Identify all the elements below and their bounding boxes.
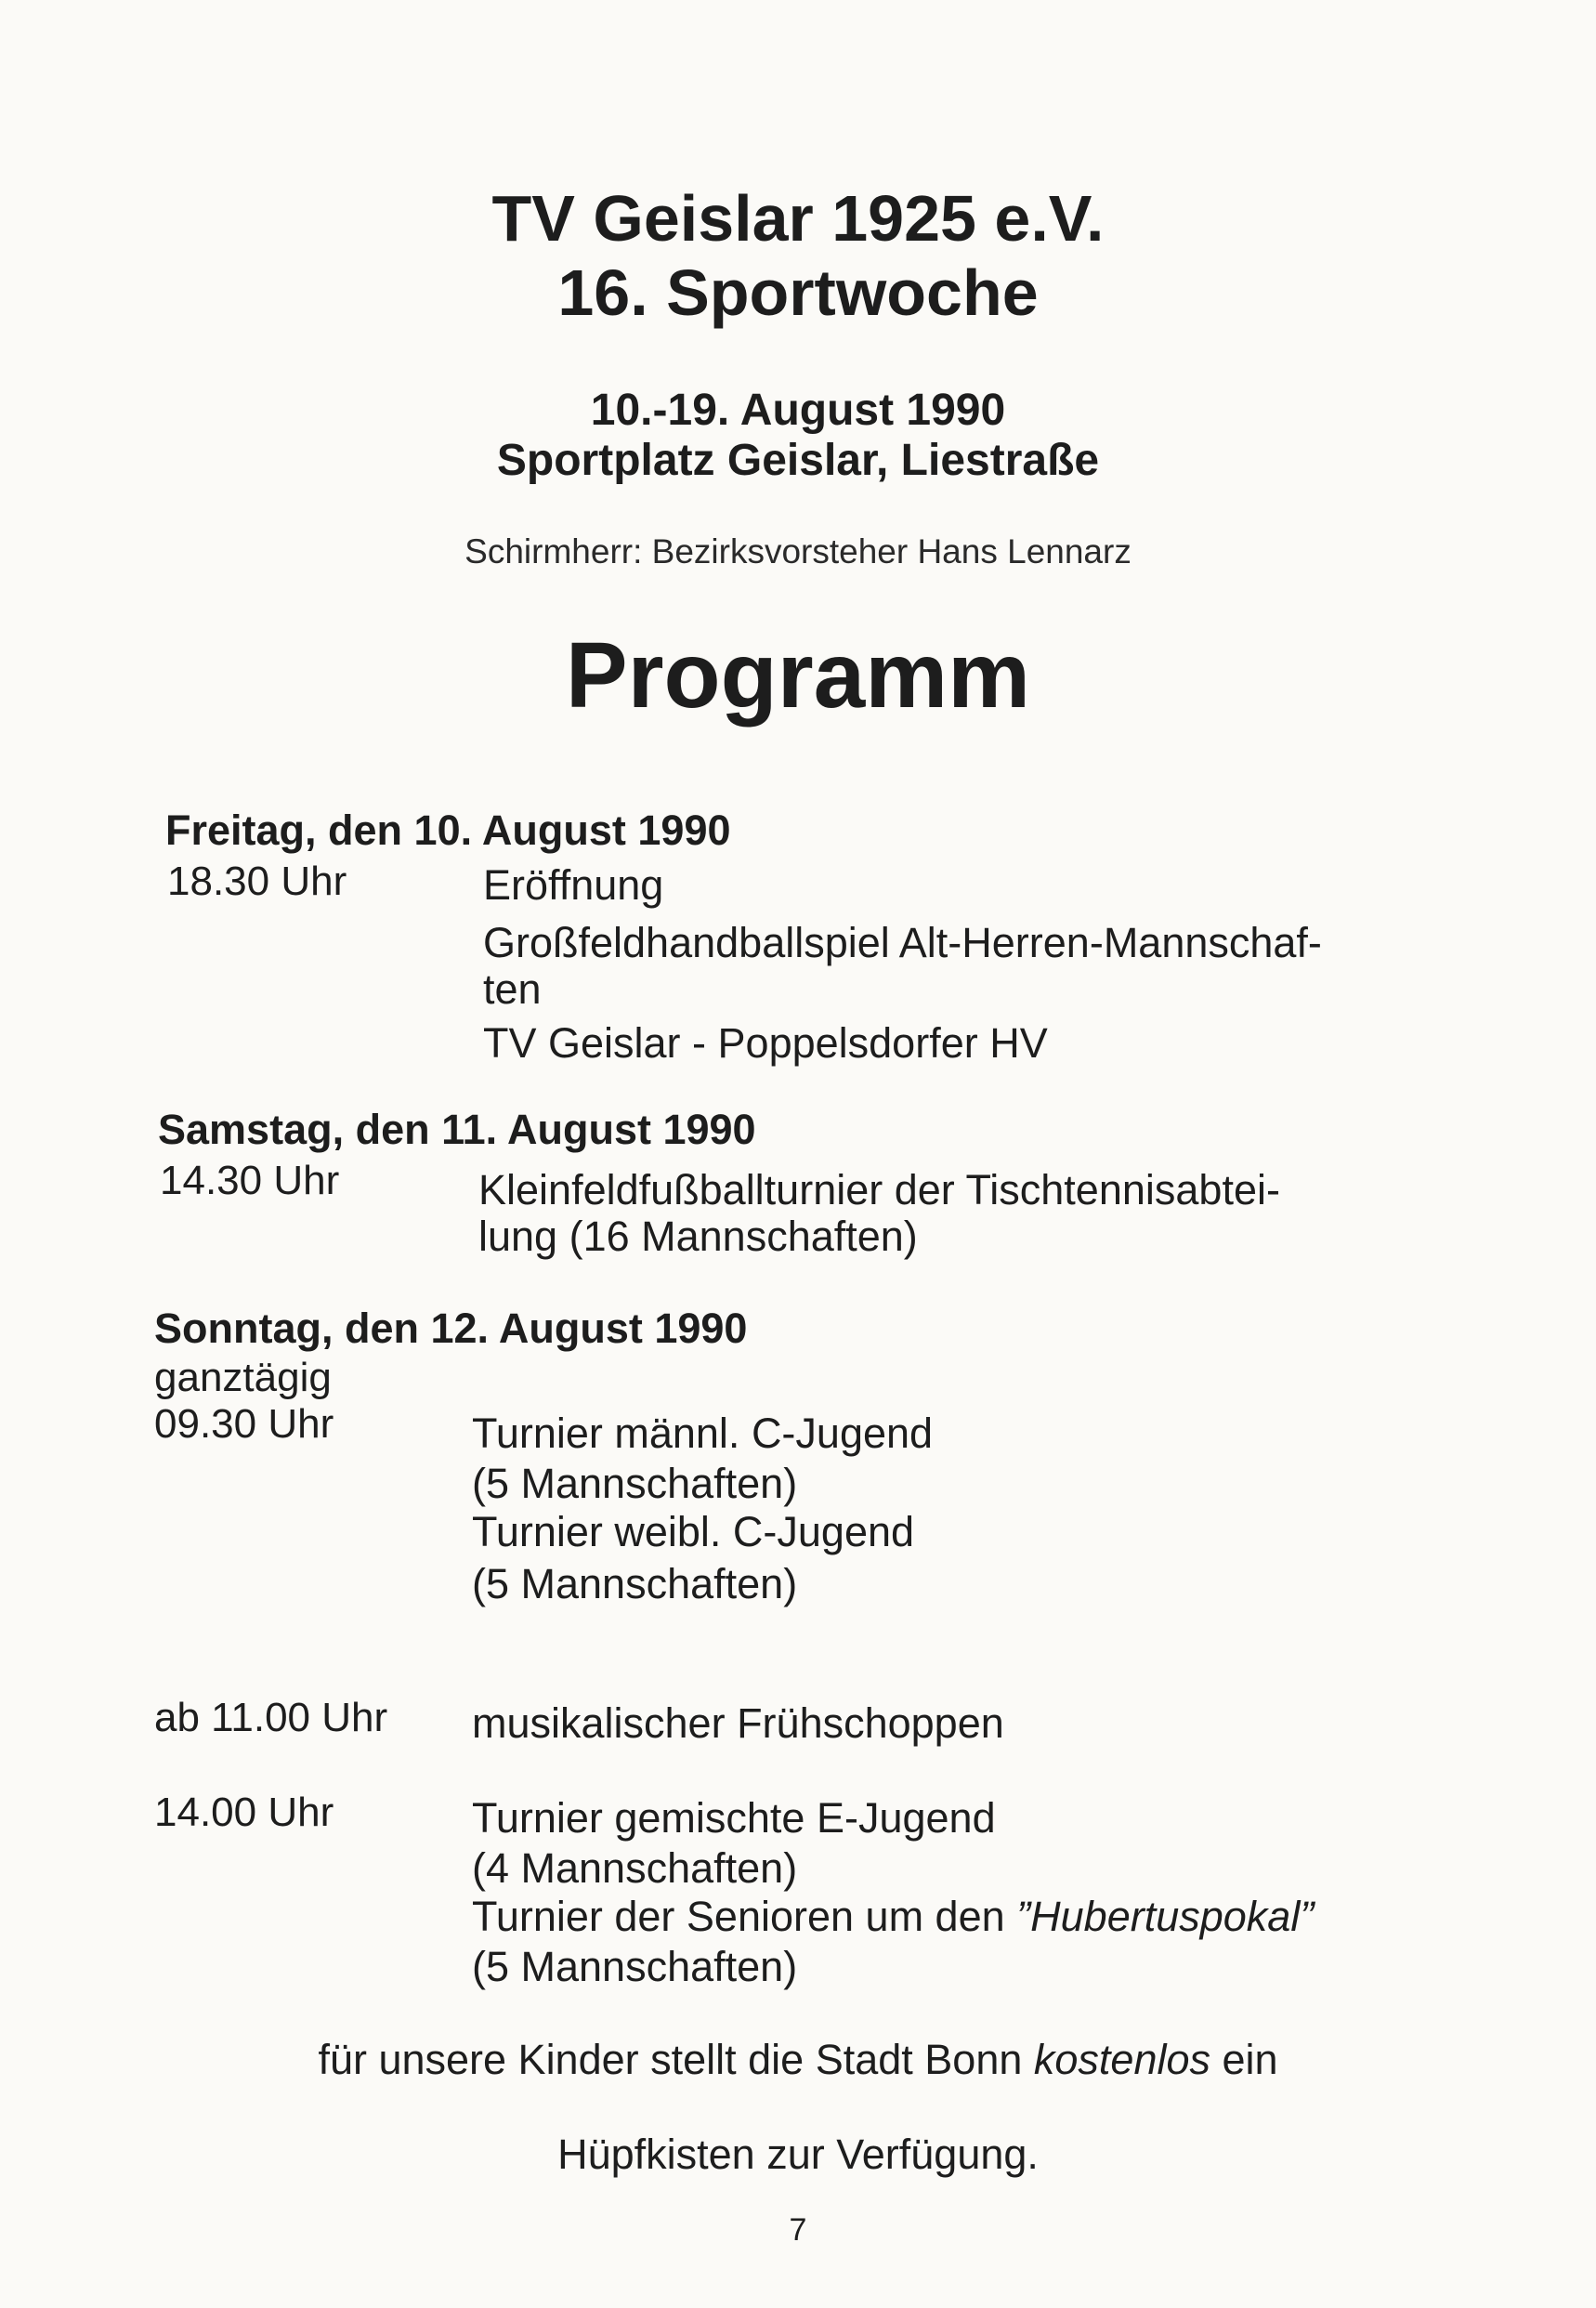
sunday-t3-line-2: (4 Mannschaften) [472, 1844, 798, 1892]
club-title: TV Geislar 1925 e.V. [491, 182, 1105, 255]
saturday-heading: Samstag, den 11. August 1990 [158, 1106, 756, 1153]
footer-note-1-emphasis: kostenlos [1033, 2036, 1210, 2083]
sunday-time-2: ab 11.00 Uhr [154, 1695, 388, 1740]
sunday-heading: Sonntag, den 12. August 1990 [154, 1305, 748, 1352]
friday-line-1: Eröffnung [483, 861, 664, 909]
friday-heading: Freitag, den 10. August 1990 [165, 806, 731, 854]
sunday-time-1: 09.30 Uhr [154, 1401, 334, 1447]
saturday-line-1: Kleinfeldfußballturnier der Tischtennisabtei- [478, 1166, 1280, 1213]
friday-time: 18.30 Uhr [167, 859, 347, 904]
sunday-t1-line-2: (5 Mannschaften) [472, 1460, 798, 1507]
footer-note-1-text: für unsere Kinder stellt die Stadt Bonn [318, 2036, 1034, 2083]
sunday-t2-line-1: musikalischer Frühschoppen [472, 1699, 1004, 1747]
saturday-line-2: lung (16 Mannschaften) [478, 1213, 918, 1260]
event-title: 16. Sportwoche [557, 256, 1039, 329]
friday-line-2: Großfeldhandballspiel Alt-Herren-Mannschaf- [483, 919, 1322, 966]
program-heading: Programm [565, 623, 1031, 728]
sunday-t3-line-4: (5 Mannschaften) [472, 1943, 798, 1990]
friday-line-3: ten [483, 965, 542, 1013]
sunday-time-3: 14.00 Uhr [154, 1790, 334, 1835]
sunday-t1-line-4: (5 Mannschaften) [472, 1560, 798, 1607]
sunday-t3-line-3-text: Turnier der Senioren um den [472, 1893, 1017, 1940]
footer-note-1 [0, 2037, 1596, 2083]
hubertuspokal-title: ”Hubertuspokal” [1016, 1893, 1315, 1940]
event-dates: 10.-19. August 1990 [590, 386, 1006, 435]
sunday-t3-line-3 [472, 1894, 1314, 1940]
sunday-t1-line-1: Turnier männl. C-Jugend [472, 1410, 934, 1457]
patron-line: Schirmherr: Bezirksvorsteher Hans Lennarz [464, 532, 1132, 570]
saturday-time: 14.30 Uhr [160, 1158, 340, 1203]
sunday-t3-line-1: Turnier gemischte E-Jugend [472, 1794, 996, 1842]
event-venue: Sportplatz Geislar, Liestraße [496, 436, 1100, 485]
friday-line-4: TV Geislar - Poppelsdorfer HV [483, 1019, 1048, 1067]
footer-note-2: Hüpfkisten zur Verfügung. [557, 2131, 1039, 2178]
sunday-allday: ganztägig [154, 1355, 332, 1400]
footer-note-1-end: ein [1210, 2036, 1278, 2083]
page-number: 7 [789, 2212, 807, 2248]
sunday-t1-line-3: Turnier weibl. C-Jugend [472, 1508, 915, 1555]
